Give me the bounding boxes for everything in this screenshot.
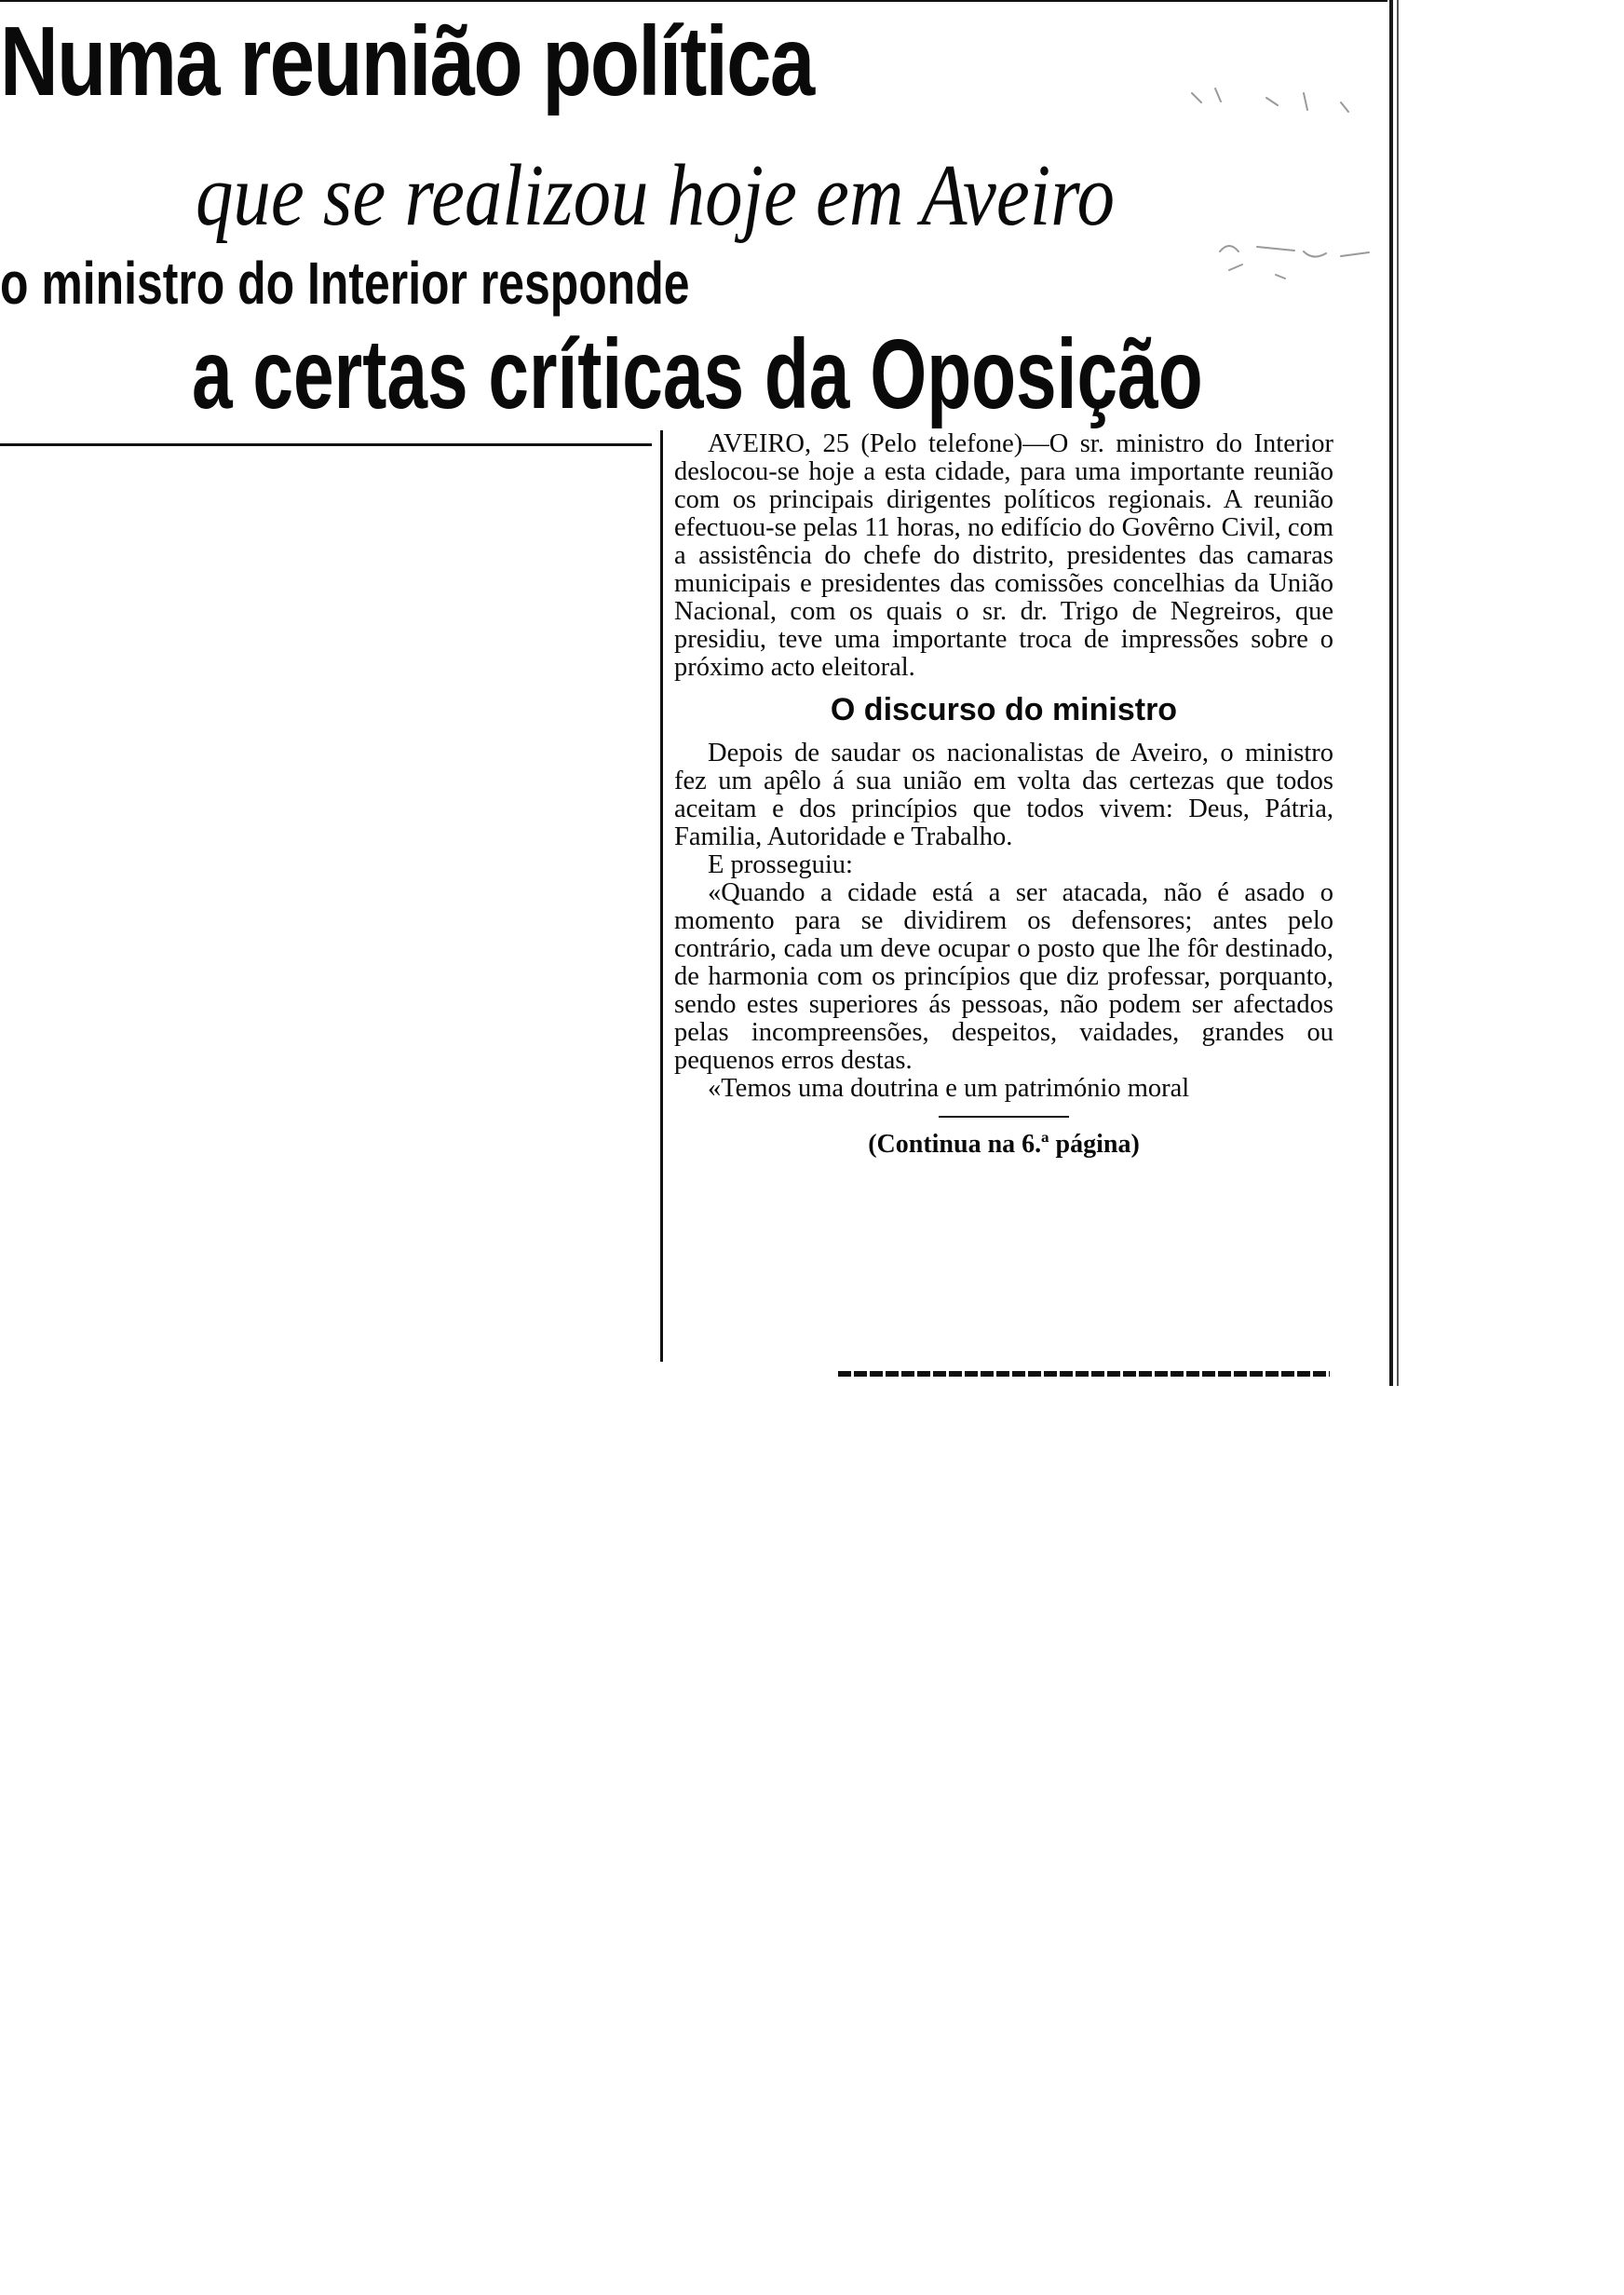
section-rule [0, 443, 652, 446]
article-paragraph-4: «Temos uma doutrina e um património moral [708, 1074, 1190, 1103]
column-divider [660, 430, 663, 1362]
bottom-dashed-rule [838, 1371, 1330, 1377]
article-paragraph-2: E prosseguiu: [708, 850, 853, 879]
headline-line-2: que se realizou hoje em Aveiro [196, 147, 1116, 244]
continuation-rule [939, 1116, 1069, 1118]
article-paragraph-1: Depois de saudar os nacionalistas de Aveiro, o ministro fez um apêlo á sua união em volta das certezas que todos aceitam e dos princípios que todos vivem: Deus, Pátria, Familia, Autoridade e Trabalho. [674, 739, 1333, 851]
article-column [674, 430, 1333, 1161]
headline-line-1: Numa reunião política [0, 7, 814, 116]
article-subhead: O discurso do ministro [830, 692, 1178, 727]
continuation-note: (Continua na 6.ª página) [868, 1130, 1140, 1159]
pencil-marks-icon [1164, 65, 1387, 307]
article-paragraph-3: «Quando a cidade está a ser atacada, não é asado o momento para se dividirem os defensores; antes pelo contrário, cada um deve ocupar o posto que lhe fôr destinado, de harmonia com os princípios que diz professar, porquanto, sendo estes superiores ás pessoas, não podem ser afectados pelas incompreensões, despeitos, vaidades, grandes ou pequenos erros destas. [674, 878, 1333, 1075]
clipping-right-edge-shadow [1397, 0, 1399, 1386]
headline-line-4: a certas críticas da Oposição [192, 319, 1203, 429]
headline-line-3: o ministro do Interior responde [0, 250, 690, 317]
article-lead: AVEIRO, 25 (Pelo telefone)—O sr. ministro do Interior deslocou-se hoje a esta cidade, para uma importante reunião com os principais dirigentes políticos regionais. A reunião efectuou-se pelas 11 horas, no edifício do Govêrno Civil, com a assistência do chefe do distrito, presidentes das camaras municipais e presidentes das comissões concelhias da União Nacional, com os quais o sr. dr. Trigo de Negreiros, que presidiu, teve uma importante troca de impressões sobre o próximo acto eleitoral. [674, 429, 1333, 682]
clipping-right-edge [1389, 0, 1393, 1386]
top-rule [0, 0, 1387, 2]
